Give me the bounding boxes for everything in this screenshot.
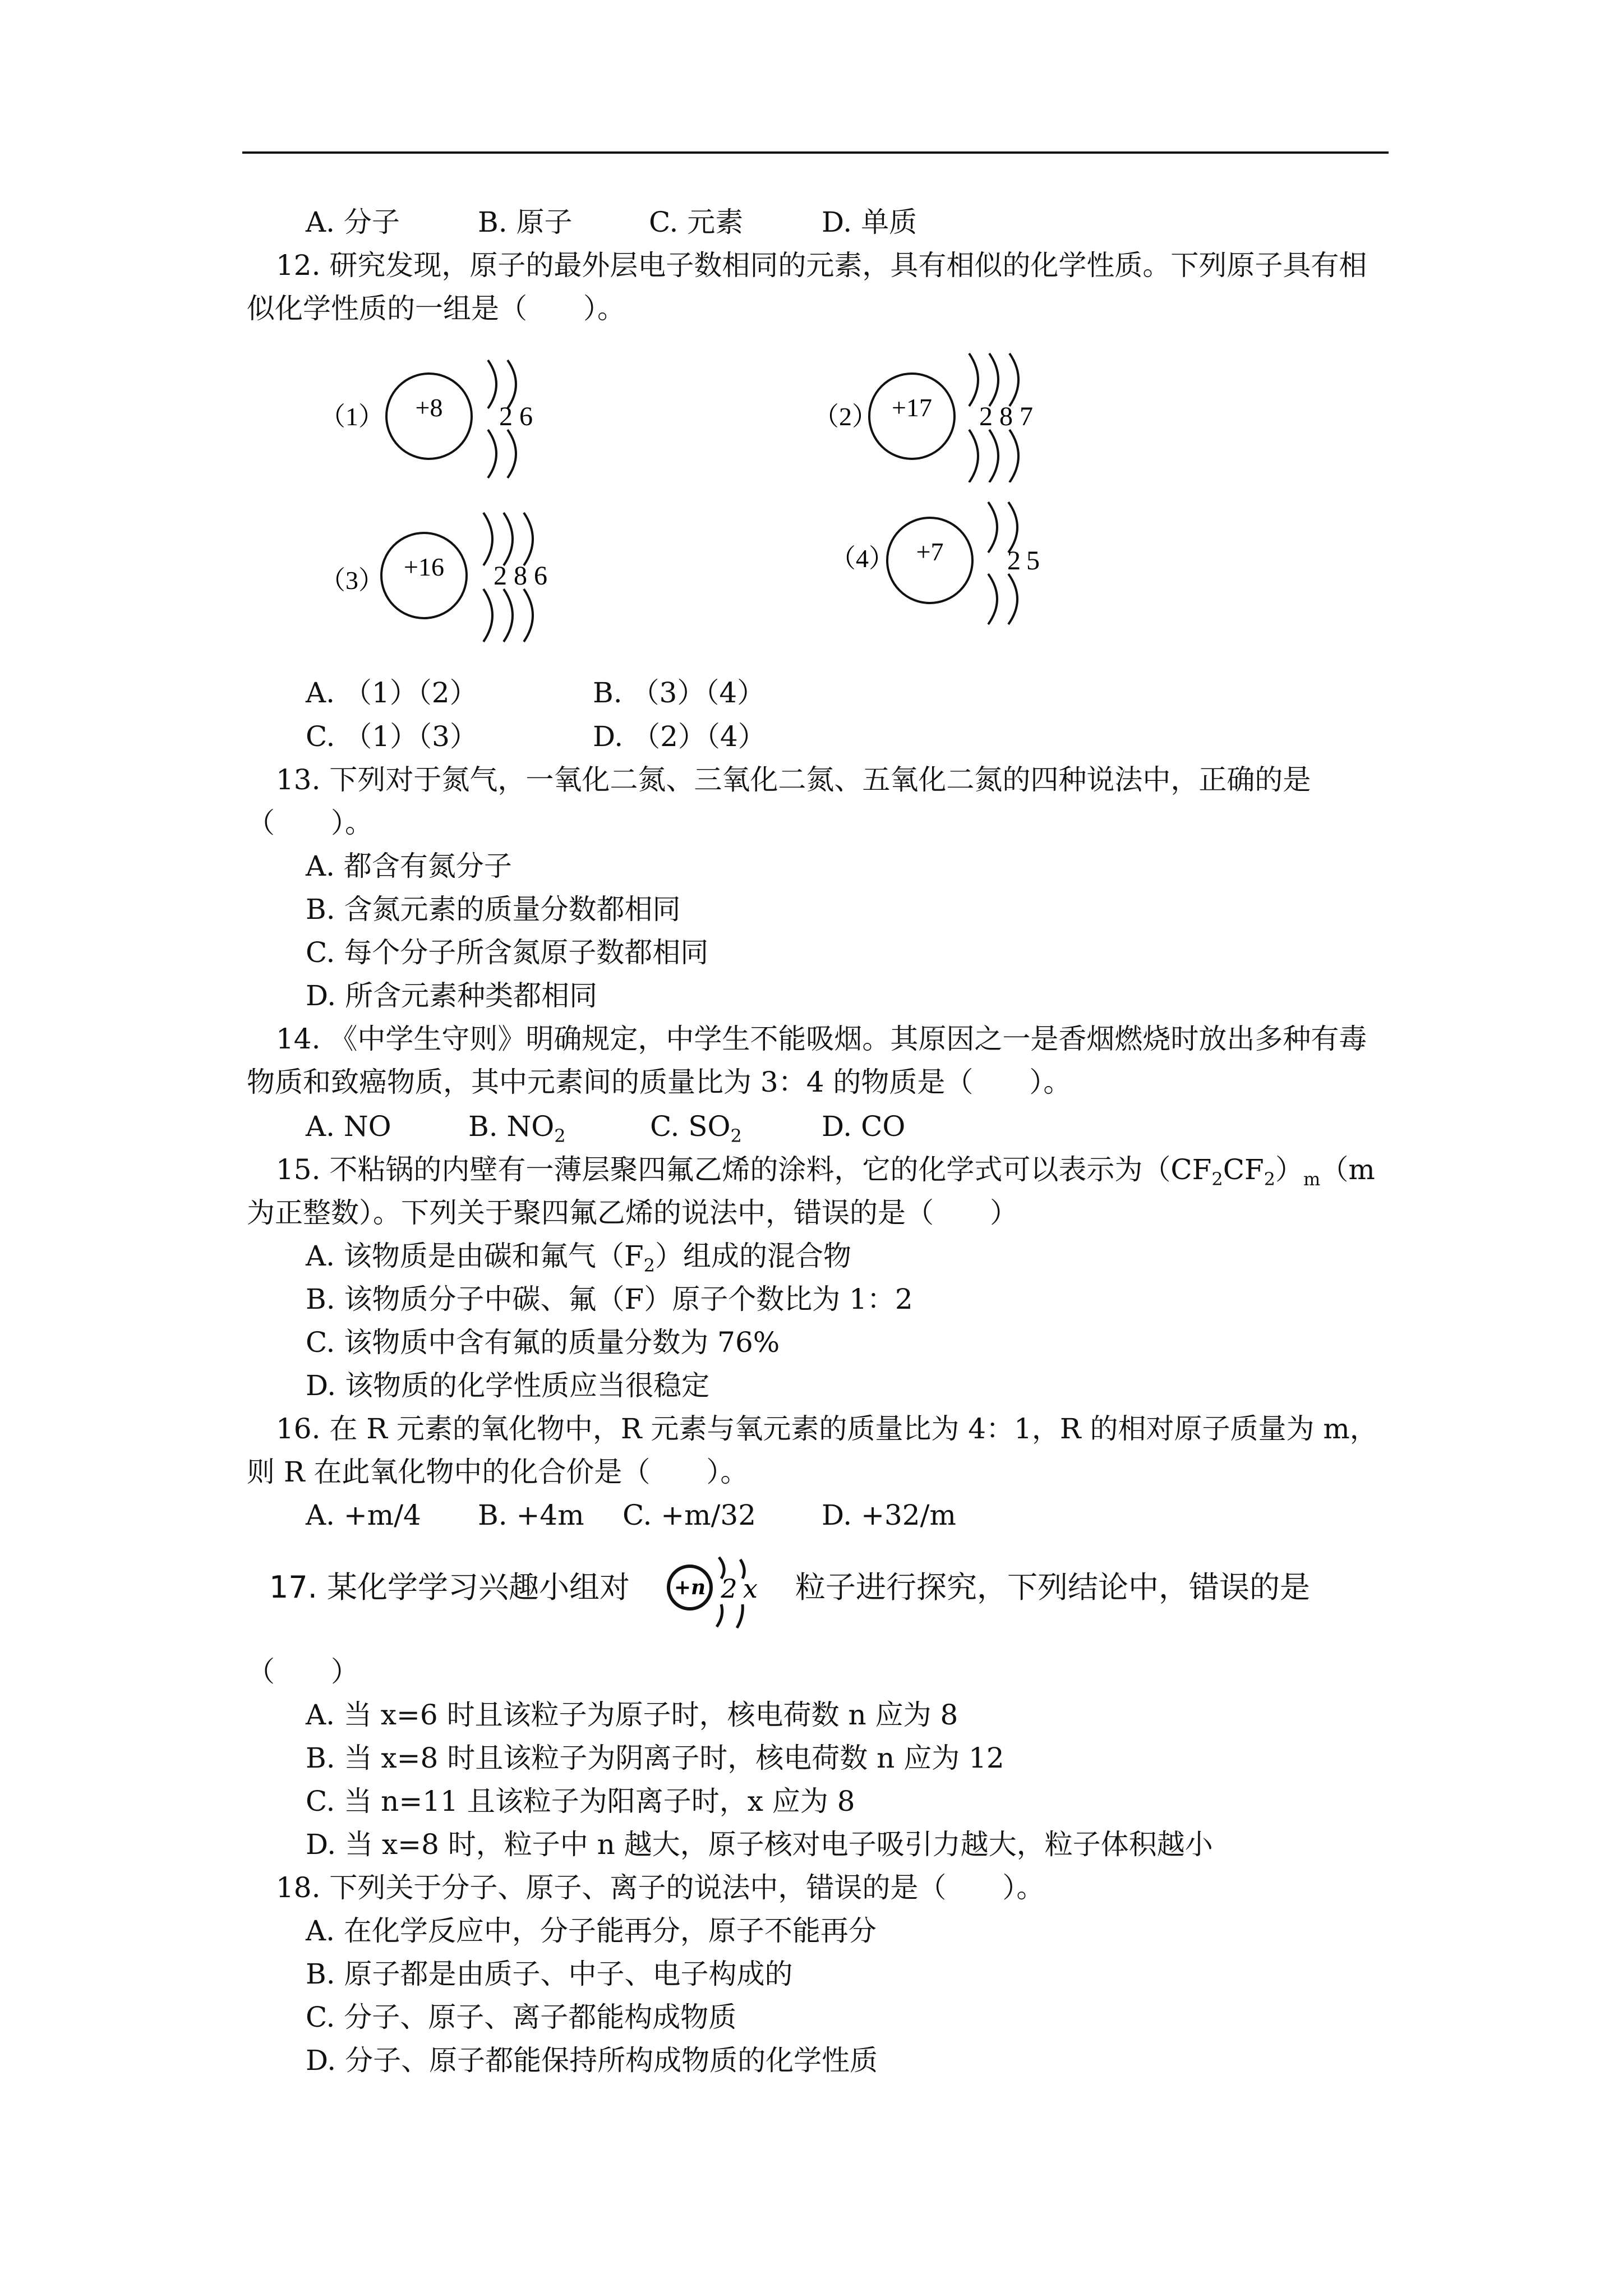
- q17-shell-2: x: [743, 1573, 758, 1604]
- q12-option-b[interactable]: B. （3）（4）: [593, 677, 766, 709]
- q12-stem-line1: 12. 研究发现，原子的最外层电子数相同的元素，具有相似的化学性质。下列原子具有相: [276, 249, 1367, 282]
- q15-option-a[interactable]: A. 该物质是由碳和氟气$(F_2)$组成的混合物: [306, 1240, 851, 1276]
- q17-stem-a: 17. 某化学学习兴趣小组对: [269, 1570, 630, 1605]
- q13-option-b[interactable]: B. 含氮元素的质量分数都相同: [306, 893, 681, 926]
- q11-option-a[interactable]: A. 分子: [306, 206, 400, 238]
- q17-option-a[interactable]: A. 当 x=6 时且该粒子为原子时，核电荷数 n 应为 8: [306, 1699, 958, 1731]
- q12-stem-line2: 似化学性质的一组是（ ）。: [247, 292, 625, 325]
- q18-option-c[interactable]: C. 分子、原子、离子都能构成物质: [306, 2001, 737, 2033]
- atom-4-shell-2: 5: [1026, 546, 1040, 576]
- q16-option-a[interactable]: A. +m/4: [306, 1499, 421, 1531]
- atom-diagram-1: [320, 348, 583, 482]
- q17-option-d[interactable]: D. 当 x=8 时，粒子中 n 越大，原子核对电子吸引力越大，粒子体积越小: [306, 1828, 1213, 1861]
- q17-particle-diagram: [662, 1554, 791, 1638]
- q15-stem-line1: 15. 不粘锅的内壁有一薄层聚四氟乙烯的涂料，它的化学式可以表示为$(CF_2CF_2)_m(m$: [276, 1153, 1375, 1190]
- q14-option-d[interactable]: D. CO: [822, 1110, 906, 1143]
- q12-option-c[interactable]: C. （1）（3）: [306, 720, 478, 753]
- q18-option-b[interactable]: B. 原子都是由质子、中子、电子构成的: [306, 1958, 793, 1990]
- q12-option-a[interactable]: A. （1）（2）: [306, 677, 478, 709]
- q18-option-a[interactable]: A. 在化学反应中，分子能再分，原子不能再分: [306, 1915, 877, 1947]
- q16-stem-line1: 16. 在 R 元素的氧化物中，R 元素与氧元素的质量比为 4：1，R 的相对原子质量为 m，: [276, 1412, 1378, 1445]
- q12-option-d[interactable]: D. （2）（4）: [593, 720, 766, 753]
- atom-diagram-2: [813, 348, 1094, 482]
- q17-nucleus: +n: [674, 1576, 706, 1599]
- q11-option-d[interactable]: D. 单质: [822, 206, 917, 238]
- atom-4-nucleus: +7: [916, 537, 944, 566]
- atom-2-nucleus: +17: [892, 393, 932, 422]
- q15-option-c[interactable]: C. 该物质中含有氟的质量分数为 76%: [306, 1326, 780, 1359]
- atom-2-shell-3: 7: [1020, 402, 1033, 431]
- atom-1-label: （1）: [320, 402, 384, 431]
- q15-option-b[interactable]: B. 该物质分子中碳、氟（F）原子个数比为 1：2: [306, 1283, 913, 1315]
- q13-option-d[interactable]: D. 所含元素种类都相同: [306, 979, 598, 1012]
- atom-1-nucleus: +8: [415, 393, 443, 422]
- q14-stem-line1: 14. 《中学生守则》明确规定，中学生不能吸烟。其原因之一是香烟燃烧时放出多种有毒: [276, 1023, 1367, 1055]
- q16-option-b[interactable]: B. +4m: [478, 1499, 584, 1531]
- q14-option-b-subscript: 2: [554, 1125, 566, 1147]
- q17-option-c[interactable]: C. 当 n=11 且该粒子为阳离子时，x 应为 8: [306, 1785, 855, 1818]
- atom-2-label: （2）: [813, 402, 878, 431]
- q17-shell-1: 2: [721, 1573, 737, 1604]
- q11-option-c[interactable]: C. 元素: [649, 206, 744, 238]
- q14-option-c-subscript: 2: [730, 1125, 742, 1147]
- atom-2-shell-1: 2: [979, 402, 993, 431]
- atom-1-shell-2: 6: [519, 402, 533, 431]
- atom-1-shell-1: 2: [499, 402, 513, 431]
- q17-option-b[interactable]: B. 当 x=8 时且该粒子为阴离子时，核电荷数 n 应为 12: [306, 1742, 1004, 1774]
- atom-3-shell-2: 8: [514, 561, 527, 591]
- q17-blank: （ ）: [247, 1655, 359, 1688]
- q15-stem-line2: 为正整数）。下列关于聚四氟乙烯的说法中，错误的是（ ）: [247, 1197, 1018, 1229]
- q18-option-d[interactable]: D. 分子、原子都能保持所构成物质的化学性质: [306, 2044, 878, 2077]
- q14-option-a[interactable]: A. NO: [306, 1110, 391, 1143]
- atom-3-nucleus: +16: [404, 553, 444, 581]
- q13-stem-line2: （ ）。: [247, 807, 373, 839]
- atom-3-label: （3）: [320, 566, 384, 595]
- q13-stem-line1: 13. 下列对于氮气，一氧化二氮、三氧化二氮、五氧化二氮的四种说法中，正确的是: [276, 763, 1311, 796]
- atom-diagram-3: [320, 505, 600, 645]
- q16-option-c[interactable]: C. +m/32: [623, 1499, 757, 1531]
- header-rule: [242, 151, 1389, 154]
- atom-3-shell-3: 6: [534, 561, 547, 591]
- q15-option-d[interactable]: D. 该物质的化学性质应当很稳定: [306, 1369, 710, 1402]
- atom-4-shell-1: 2: [1007, 546, 1021, 576]
- atom-4-label: （4）: [830, 544, 895, 573]
- q13-option-a[interactable]: A. 都含有氮分子: [306, 850, 512, 882]
- atom-2-shell-2: 8: [999, 402, 1013, 431]
- q16-option-d[interactable]: D. +32/m: [822, 1499, 956, 1531]
- q14-option-b[interactable]: B. $NO_2$: [468, 1110, 566, 1147]
- q14-option-c[interactable]: C. $SO_2$: [650, 1110, 742, 1147]
- q17-stem-b: 粒子进行探究，下列结论中，错误的是: [795, 1570, 1310, 1605]
- atom-3-shell-1: 2: [494, 561, 507, 591]
- q11-option-b[interactable]: B. 原子: [478, 206, 573, 238]
- q18-stem: 18. 下列关于分子、原子、离子的说法中，错误的是（ ）。: [276, 1871, 1045, 1904]
- q13-option-c[interactable]: C. 每个分子所含氮原子数都相同: [306, 936, 709, 969]
- atom-diagram-4: [830, 496, 1094, 631]
- q16-stem-line2: 则 R 在此氧化物中的化合价是（ ）。: [247, 1456, 749, 1488]
- q14-stem-line2: 物质和致癌物质，其中元素间的质量比为 3：4 的物质是（ ）。: [247, 1066, 1072, 1098]
